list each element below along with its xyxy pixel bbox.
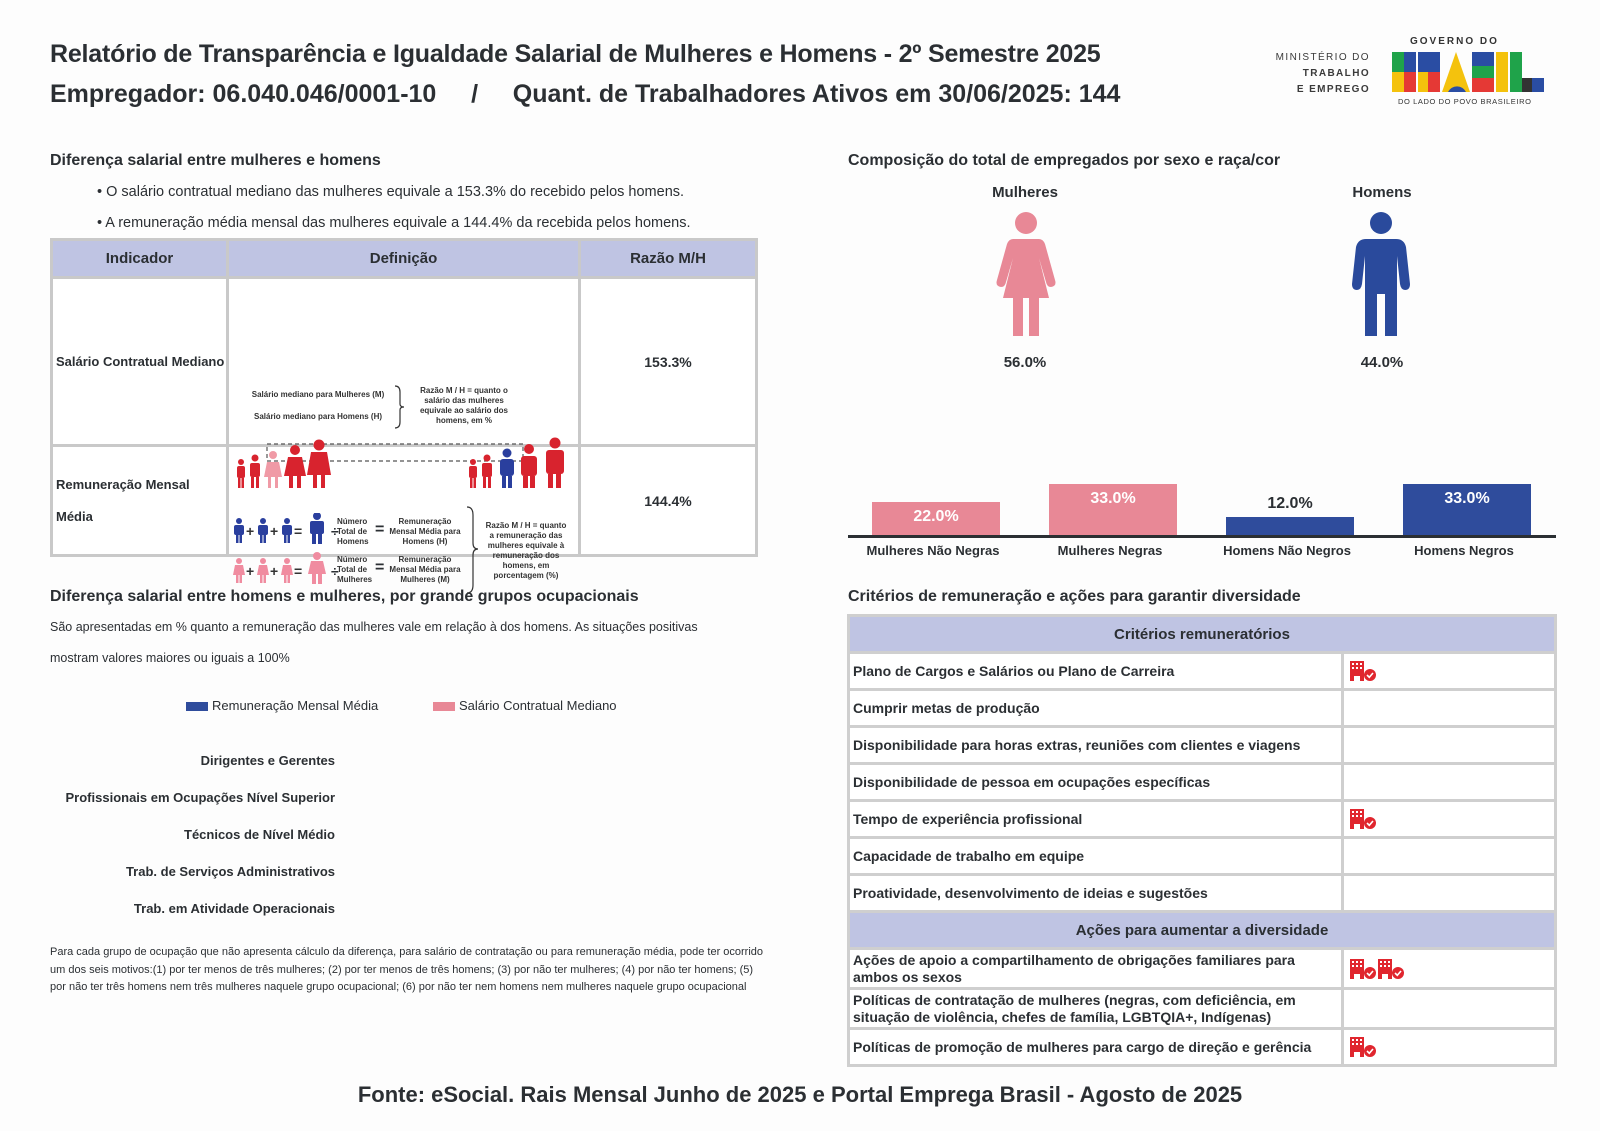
company-check-icon <box>1350 809 1378 829</box>
criteria-icon-cell <box>1343 727 1556 764</box>
median-women-label: Salário mediano para Mulheres (M) <box>251 389 385 399</box>
occupation-group-label: Trab. de Serviços Administrativos <box>125 864 335 879</box>
criteria-icon-cell <box>1343 801 1556 838</box>
svg-text:+: + <box>246 562 255 579</box>
ratio-median-salary: 153.3% <box>580 278 757 446</box>
svg-text:=: = <box>294 562 303 579</box>
equals-icon: = <box>375 558 385 576</box>
man-figure-icon <box>1352 212 1410 336</box>
salary-gap-title: Diferença salarial entre mulheres e homens <box>50 152 381 169</box>
criteria-label: Proatividade, desenvolvimento de ideias e sugestões <box>849 875 1343 912</box>
criteria-label: Capacidade de trabalho em equipe <box>849 838 1343 875</box>
criteria-title: Critérios de remuneração e ações para garantir diversidade <box>848 588 1301 605</box>
ministry-logo-text <box>1262 50 1370 98</box>
ministry-line-1: MINISTÉRIO DO <box>1275 52 1370 63</box>
brace-icon <box>465 505 479 595</box>
col-header-indicator: Indicador <box>52 240 228 278</box>
criteria-icon-cell <box>1343 875 1556 912</box>
occupations-description <box>50 612 750 674</box>
indicator-avg-rem-line2: Média <box>56 508 93 524</box>
bar-value: 22.0% <box>913 508 959 525</box>
company-check-icon <box>1350 661 1378 681</box>
company-check-icon <box>1350 959 1378 979</box>
women-pct: 56.0% <box>1003 354 1047 371</box>
bullet-avg-remuneration: • A remuneração média mensal das mulheres equivale a 144.4% da recebida pelos homens. <box>97 215 691 231</box>
criteria-table <box>847 614 1557 1067</box>
ministry-line-3: E EMPREGO <box>1296 84 1370 95</box>
men-avg-result: Remuneração Mensal Média para Homens (H) <box>389 516 461 546</box>
women-label: Mulheres <box>992 184 1058 201</box>
occupations-title: Diferença salarial entre homens e mulheres, por grande grupos ocupacionais <box>50 588 639 605</box>
legend-label: Salário Contratual Mediano <box>459 698 617 713</box>
svg-text:+: + <box>246 522 255 539</box>
occupations-footnote: Para cada grupo de ocupação que não apresenta cálculo da diferença, para salário de contratação ou para remuneração média, pode ter ocorrido um dos seis motivos:(1) por ter menos de três mulheres; (2) por ter menos de três homens; (3) por não ter mulheres; (4) por não ter homens; (5) por não ter três homens nem três mulheres naquele grupo ocupacional; (6) por não ter nem homens nem mulheres naquele grupo ocupacional <box>50 946 764 993</box>
bar-category: Mulheres Negras <box>1057 543 1163 558</box>
table-row <box>849 949 1556 989</box>
criteria-label: Disponibilidade para horas extras, reuniões com clientes e viagens <box>849 727 1343 764</box>
women-count-label: Número Total de Mulheres <box>337 554 373 584</box>
svg-text:+: + <box>270 522 279 539</box>
sum-people-illustration-icon <box>231 513 331 593</box>
col-header-definition: Definição <box>228 240 580 278</box>
action-label: Políticas de contratação de mulheres (negras, com deficiência, em situação de violência, chefes de família, LGBTQIA+, Indígenas) <box>849 989 1343 1029</box>
bar-value: 12.0% <box>1267 495 1313 512</box>
divide-icon: ÷ <box>331 562 339 579</box>
action-icon-cell <box>1343 1029 1556 1066</box>
table-row <box>849 690 1556 727</box>
divide-icon: ÷ <box>331 522 339 539</box>
occupation-group-label: Técnicos de Nível Médio <box>184 827 335 842</box>
legend-item-remuneration <box>186 698 378 713</box>
median-men-label: Salário mediano para Homens (H) <box>253 411 383 421</box>
indicator-avg-remuneration <box>52 446 228 556</box>
company-check-icon <box>1378 959 1406 979</box>
criteria-icon-cell <box>1343 764 1556 801</box>
action-icon-cell <box>1343 949 1556 989</box>
men-count-label: Número Total de Homens <box>337 516 369 546</box>
brasil-logo-icon <box>1392 52 1544 92</box>
brace-icon <box>393 384 405 430</box>
occupations-desc-line2: mostram valores maiores ou iguais a 100% <box>50 651 290 665</box>
svg-text:+: + <box>270 562 279 579</box>
table-row <box>849 727 1556 764</box>
indicator-median-salary: Salário Contratual Mediano <box>52 278 228 446</box>
col-header-ratio: Razão M/H <box>580 240 757 278</box>
gov-logo-top: GOVERNO DO <box>1410 36 1499 47</box>
criteria-label: Tempo de experiência profissional <box>849 801 1343 838</box>
family-median-illustration-icon <box>233 432 573 492</box>
bar-value: 33.0% <box>1444 490 1490 507</box>
legend-swatch-pink-icon <box>433 702 455 711</box>
indicator-avg-rem-line1: Remuneração Mensal <box>56 476 190 492</box>
table-row <box>849 1029 1556 1066</box>
definition-median-diagram <box>228 278 580 446</box>
svg-text:=: = <box>294 522 303 539</box>
woman-figure-icon <box>995 212 1057 336</box>
criteria-label: Disponibilidade de pessoa em ocupações específicas <box>849 764 1343 801</box>
action-label: Ações de apoio a compartilhamento de obrigações familiares para ambos os sexos <box>849 949 1343 989</box>
table-row <box>849 764 1556 801</box>
criteria-icon-cell <box>1343 838 1556 875</box>
bullet-median-salary: • O salário contratual mediano das mulheres equivale a 153.3% do recebido pelos homens. <box>97 184 685 200</box>
occupation-group-label: Dirigentes e Gerentes <box>200 753 335 768</box>
legend-swatch-blue-icon <box>186 702 208 711</box>
legend-label: Remuneração Mensal Média <box>212 698 379 713</box>
avg-ratio-text: Razão M / H = quanto a remuneração das mulheres equivale à remuneração dos homens, em porcentagem (%) <box>485 520 567 580</box>
composition-title: Composição do total de empregados por sexo e raça/cor <box>848 152 1281 169</box>
table-row <box>849 801 1556 838</box>
table-row <box>849 875 1556 912</box>
bar-category: Mulheres Não Negras <box>866 543 1000 558</box>
criteria-label: Cumprir metas de produção <box>849 690 1343 727</box>
source-footer: Fonte: eSocial. Rais Mensal Junho de 2025 e Portal Emprega Brasil - Agosto de 2025 <box>357 1082 1243 1107</box>
action-label: Políticas de promoção de mulheres para cargo de direção e gerência <box>849 1029 1343 1066</box>
bar-category: Homens Negros <box>1414 543 1514 558</box>
bar-value: 33.0% <box>1090 490 1136 507</box>
men-pct: 44.0% <box>1360 354 1404 371</box>
ministry-line-2: TRABALHO <box>1302 68 1370 79</box>
women-avg-result: Remuneração Mensal Média para Mulheres (M) <box>389 554 461 584</box>
chart-baseline <box>848 535 1556 538</box>
criteria-header: Critérios remuneratórios <box>849 616 1556 653</box>
indicator-table <box>50 238 758 584</box>
table-row <box>849 989 1556 1029</box>
actions-header: Ações para aumentar a diversidade <box>849 912 1556 949</box>
gov-logo-tagline: DO LADO DO POVO BRASILEIRO <box>1398 97 1532 106</box>
occupations-desc-line1: São apresentadas em % quanto a remuneração das mulheres vale em relação à dos homens. As situações positivas <box>50 620 698 634</box>
legend-item-salary <box>433 698 617 713</box>
composition-bar-chart <box>848 476 1556 536</box>
criteria-icon-cell <box>1343 690 1556 727</box>
company-check-icon <box>1350 1037 1378 1057</box>
bar-category: Homens Não Negros <box>1223 543 1351 558</box>
employer-line: Empregador: 06.040.046/0001-10 / Quant. de Trabalhadores Ativos em 30/06/2025: 144 <box>50 80 1121 108</box>
men-label: Homens <box>1352 184 1412 201</box>
table-row <box>849 653 1556 690</box>
table-row <box>849 838 1556 875</box>
report-title: Relatório de Transparência e Igualdade Salarial de Mulheres e Homens - 2º Semestre 2025 <box>50 40 1101 68</box>
criteria-icon-cell <box>1343 653 1556 690</box>
action-icon-cell <box>1343 989 1556 1029</box>
occupation-group-label: Trab. em Atividade Operacionais <box>133 901 335 916</box>
ratio-avg-remuneration: 144.4% <box>580 446 757 556</box>
occupation-group-label: Profissionais em Ocupações Nível Superior <box>65 790 335 805</box>
table-row <box>52 278 757 446</box>
criteria-label: Plano de Cargos e Salários ou Plano de Carreira <box>849 653 1343 690</box>
median-ratio-text: Razão M / H = quanto o salário das mulheres equivale ao salário dos homens, em % <box>419 385 509 425</box>
equals-icon: = <box>375 520 385 538</box>
bar-men-non-black <box>1226 517 1354 536</box>
